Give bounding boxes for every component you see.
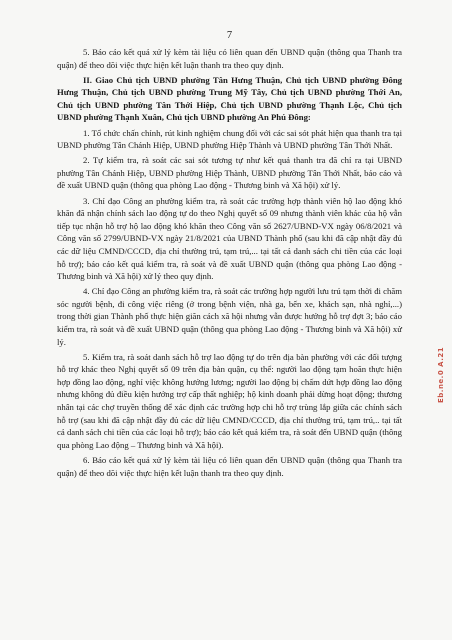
page-number: 7	[226, 30, 233, 41]
section-heading-ii: II. Giao Chủ tịch UBND phường Tân Hưng Thuận, Chủ tịch UBND phường Đông Hưng Thuận, Chủ tịch UBND phường Trung Mỹ Tây, Chủ tịch UBND phường Thới An, Chủ tịch UBND phường Tân Thới Hiệp, Chủ tịch UBND phường Thạnh Lộc, Chủ tịch UBND phường Thạnh Xuân, Chủ tịch UBND phường An Phú Đông:	[57, 74, 402, 123]
paragraph-item-2: 2. Tự kiểm tra, rà soát các sai sót tương tự như kết quả thanh tra đã chỉ ra tại UBND phường Tân Chánh Hiệp, UBND phường Hiệp Thành, UBND phường Tân Thới Nhất, báo cáo và đề xuất UBND quận (thông qua phòng Lao động - Thương binh và Xã hội) xử lý.	[57, 155, 402, 191]
paragraph-item-3: 3. Chỉ đạo Công an phường kiểm tra, rà soát các trường hợp thành viên hộ lao động khó khăn đã nhận chính sách lao động tự do theo Nghị quyết số 09 nhưng thành viên khác của hộ vẫn tiếp tục nhận hỗ trợ hộ lao động khó khăn theo Công văn số 2627/UBND-VX ngày 06/8/2021 và Công văn số 2799/UBND-VX ngày 21/8/2021 của UBND Thành phố (sau khi đã cập nhật đầy đủ các dữ liệu CMND/CCCD, địa chỉ thường trú, tạm trú,... tại tất cả danh sách chi tiền của các loại hỗ trợ); báo cáo kết quả kiểm tra, rà soát và đề xuất UBND quận (thông qua phòng Lao động - Thương binh và Xã hội) xử lý theo quy định.	[57, 195, 402, 282]
paragraph-item-4: 4. Chỉ đạo Công an phường kiểm tra, rà soát các trường hợp người lưu trú tạm thời đi chăm sóc người bệnh, đi công việc riêng (ở trong bệnh viện, nhà ga, bến xe, khách sạn, nhà nghỉ,...) trong thời gian Thành phố thực hiện giãn cách xã hội nhưng vẫn được hưởng hỗ trợ đợt 3; báo cáo kiểm tra, rà soát và đề xuất UBND quận (thông qua phòng Lao động - Thương binh và Xã hội) xử lý.	[57, 286, 402, 347]
paragraph-item-6: 6. Báo cáo kết quả xử lý kèm tài liệu có liên quan đến UBND quận (thông qua Thanh tra quận) để theo dõi việc thực hiện kết luận thanh tra theo quy định.	[57, 454, 402, 478]
paragraph-1: 5. Báo cáo kết quả xử lý kèm tài liệu có liên quan đến UBND quận (thông qua Thanh tra quận) để theo dõi việc thực hiện kết luận thanh tra theo quy định.	[57, 47, 402, 70]
margin-stamp: Eb.ne.0 A.21	[437, 346, 445, 403]
paragraph-item-5: 5. Kiểm tra, rà soát danh sách hỗ trợ lao động tự do trên địa bàn phường với các đối tượng hỗ trợ khác theo Nghị quyết số 09 trên địa bàn quận, cụ thể: người lao động tạm hoãn thực hiện hợp đồng lao động, nghỉ việc không hưởng lương; người lao động bị chấm dứt hợp đồng lao động nhưng không đủ điều kiện hưởng trợ cấp thất nghiệp; hộ kinh doanh phải dừng hoạt động; thương nhân tại các chợ truyền thống để xác định các trường hợp chi hỗ trợ trùng lắp giữa các chính sách hỗ trợ (sau khi đã cập nhật đầy đủ các dữ liệu CMND/CCCD, địa chỉ thường trú, tạm trú,.. tại tất cả danh sách chi tiền của các loại hỗ trợ); báo cáo kết quả kiểm tra, rà soát đến UBND quận (thông qua phòng Lao động – Thương binh và Xã hội).	[57, 351, 402, 450]
paragraph-item-1: 1. Tổ chức chấn chỉnh, rút kinh nghiệm chung đối với các sai sót phát hiện qua thanh tra tại UBND phường Tân Chánh Hiệp, UBND phường Hiệp Thành và UBND phường Tân Thới Nhất.	[57, 127, 402, 151]
